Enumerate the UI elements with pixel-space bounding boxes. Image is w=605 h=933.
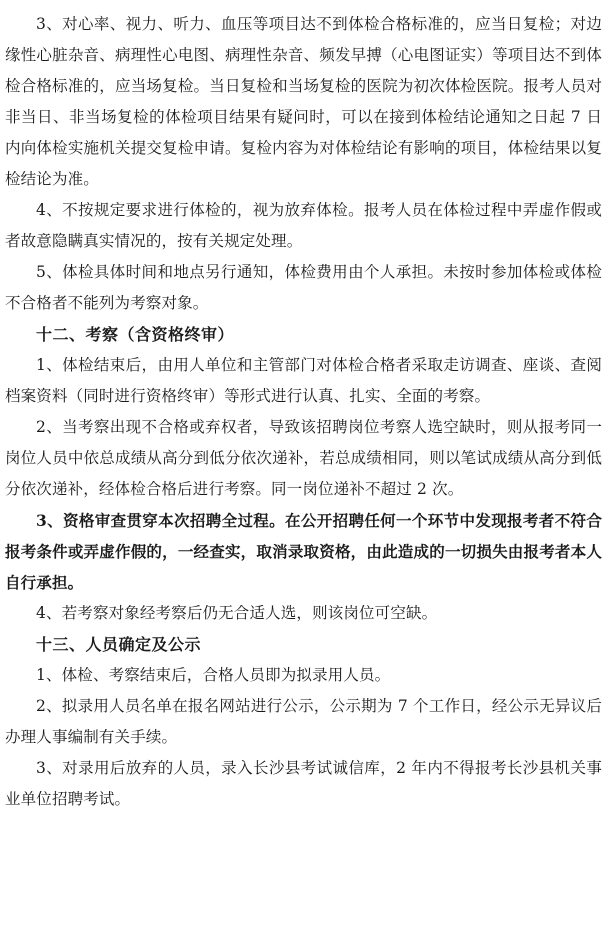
paragraph-noncompliance: 4、不按规定要求进行体检的，视为放弃体检。报考人员在体检过程中弄虚作假或者故意隐瞒真实情况的，按有关规定处理。	[5, 201, 602, 250]
paragraph-position-vacancy: 4、若考察对象经考察后仍无合适人选，则该岗位可空缺。	[36, 604, 438, 622]
paragraph-publicity: 2、拟录用人员名单在报名网站进行公示，公示期为 7 个工作日，经公示无异议后办理人事编制有关手续。	[5, 697, 602, 746]
paragraph-qualification-review: 3、资格审查贯穿本次招聘全过程。在公开招聘任何一个环节中发现报考者不符合报考条件或弄虚作假的，一经查实，取消录取资格，由此造成的一切损失由报考者本人自行承担。	[5, 511, 602, 592]
section-heading-confirmation: 十三、人员确定及公示	[36, 635, 202, 654]
paragraph-reexam-rules: 3、对心率、视力、听力、血压等项目达不到体检合格标准的，应当日复检；对边缘性心脏杂音、病理性心电图、病理性杂音、频发早搏（心电图证实）等项目达不到体检合格标准的，应当场复检。当日复检和当场复检的医院为初次体检医院。报考人员对非当日、非当场复检的体检项目结果有疑问时，可以在接到体检结论通知之日起 7 日内向体检实施机关提交复检申请。复检内容为对体检结论有影响的项目，体检结果以复检结论为准。	[5, 15, 602, 188]
paragraph-exam-time-cost: 5、体检具体时间和地点另行通知，体检费用由个人承担。未按时参加体检或体检不合格者不能列为考察对象。	[5, 263, 602, 312]
paragraph-investigation-method: 1、体检结束后，由用人单位和主管部门对体检合格者采取走访调查、座谈、查阅档案资料（同时进行资格终审）等形式进行认真、扎实、全面的考察。	[5, 356, 602, 405]
section-heading-investigation: 十二、考察（含资格终审）	[36, 325, 235, 344]
paragraph-vacancy-backfill: 2、当考察出现不合格或弃权者，导致该招聘岗位考察人选空缺时，则从报考同一岗位人员中依总成绩从高分到低分依次递补，若总成绩相同，则以笔试成绩从高分到低分依次递补，经体检合格后进行考察。同一岗位递补不超过 2 次。	[5, 418, 602, 498]
paragraph-integrity-record: 3、对录用后放弃的人员，录入长沙县考试诚信库，2 年内不得报考长沙县机关事业单位招聘考试。	[5, 759, 602, 808]
paragraph-qualified-hires: 1、体检、考察结束后，合格人员即为拟录用人员。	[36, 666, 391, 684]
